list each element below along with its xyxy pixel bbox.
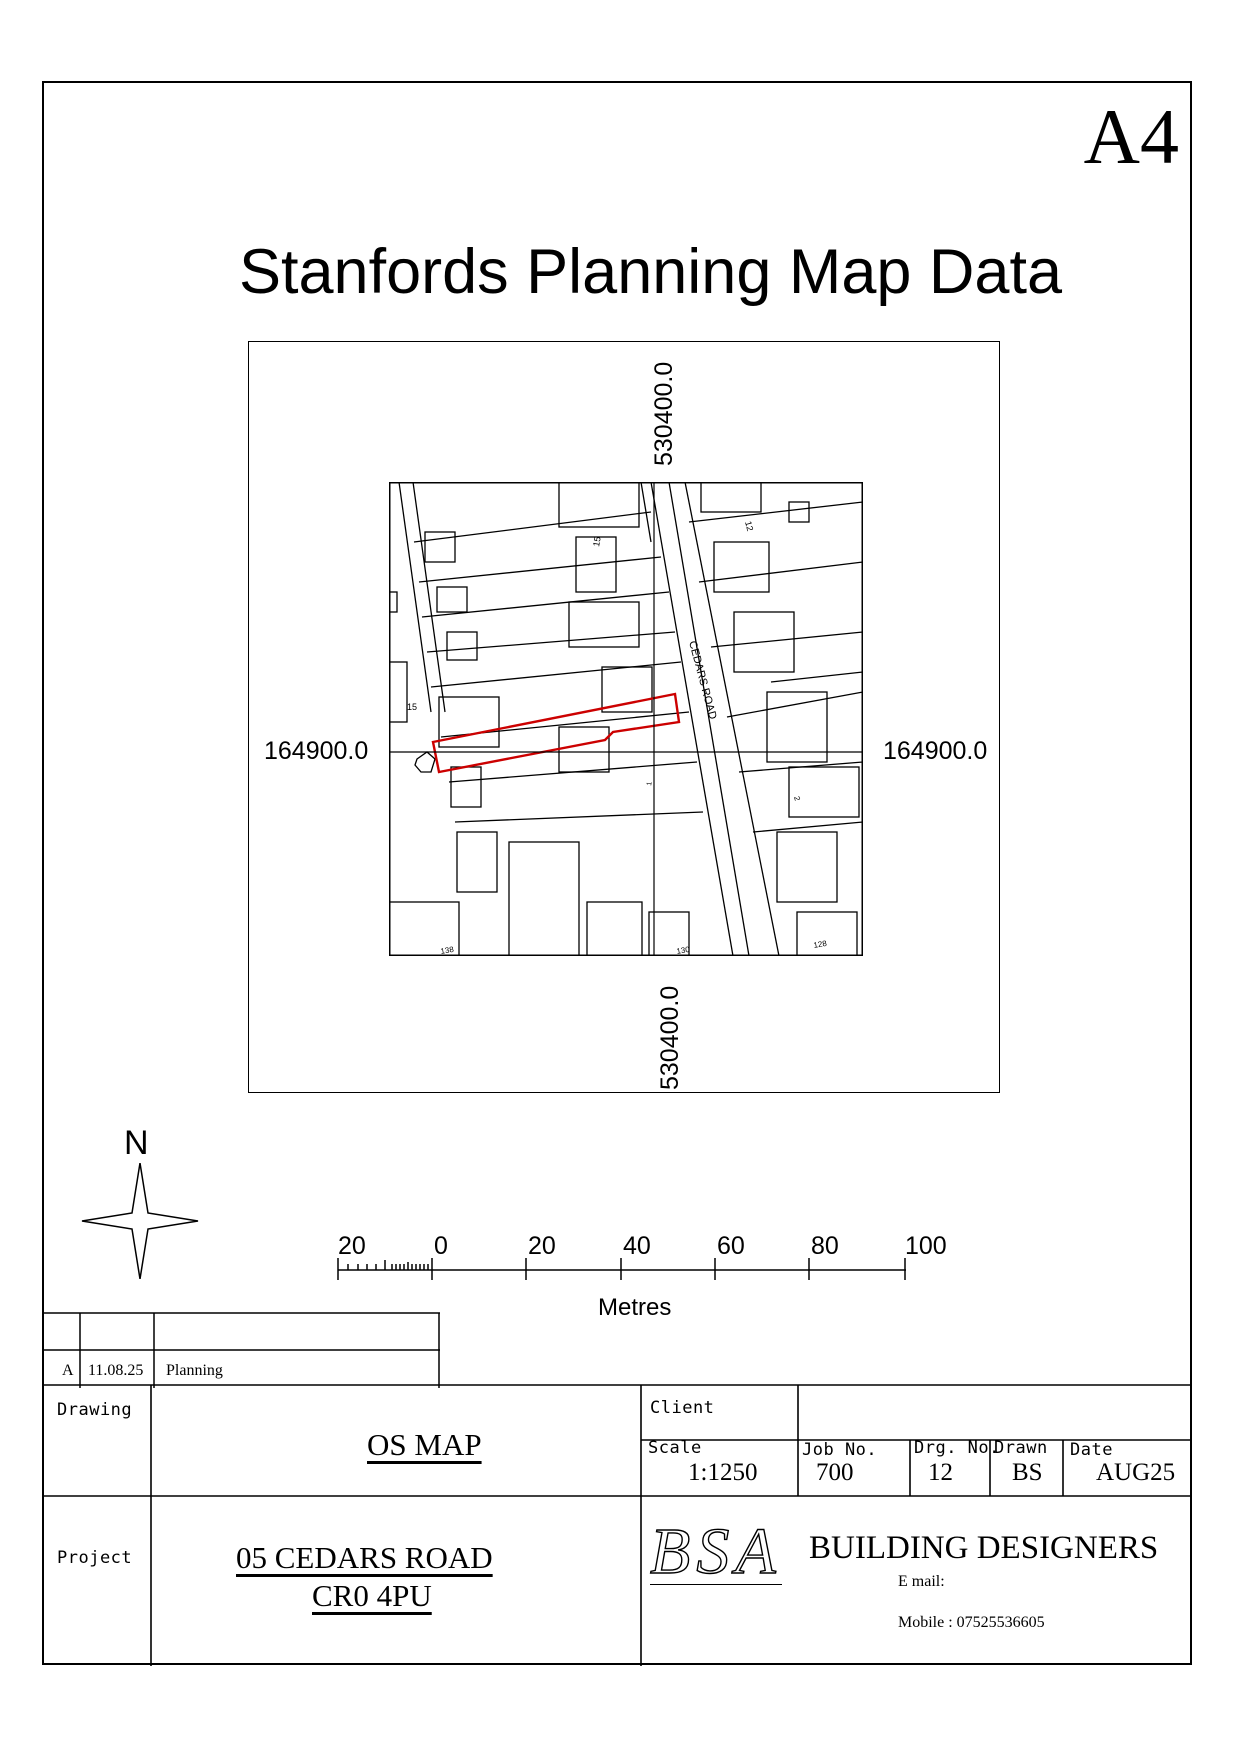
- north-arrow-icon: [80, 1163, 200, 1279]
- scale-tick-label: 80: [811, 1232, 839, 1260]
- email-label: E mail:: [898, 1573, 945, 1590]
- house-number: 138: [439, 944, 455, 956]
- drawing-title: OS MAP: [367, 1427, 482, 1462]
- scale-tick-label: 60: [717, 1232, 745, 1260]
- page-title: Stanfords Planning Map Data: [239, 237, 1062, 307]
- sheet-size-label: A4: [1083, 93, 1179, 180]
- scale-tick-label: 20: [528, 1232, 556, 1260]
- scale-tick-label: 40: [623, 1232, 651, 1260]
- drawing-label: Drawing: [57, 1400, 133, 1420]
- scale-bar-graphic: [336, 1256, 908, 1282]
- northing-left-label: 164900.0: [264, 737, 369, 765]
- revision-description: Planning: [166, 1362, 223, 1379]
- drawing-number-value: 12: [928, 1459, 953, 1486]
- scale-label: Scale: [648, 1438, 702, 1458]
- os-map: [389, 482, 863, 956]
- drawing-number-label: Drg. No.: [914, 1438, 1000, 1458]
- revision-date: 11.08.25: [88, 1362, 144, 1379]
- job-number-value: 700: [816, 1459, 854, 1486]
- house-number: 128: [812, 938, 828, 950]
- easting-bottom-label: 530400.0: [656, 985, 684, 1090]
- mobile-number: Mobile : 07525536605: [898, 1614, 1045, 1631]
- job-number-label: Job No.: [802, 1440, 878, 1460]
- house-number: 15: [591, 535, 603, 548]
- north-label: N: [124, 1124, 149, 1162]
- easting-top-label: 530400.0: [650, 361, 678, 466]
- company-name: BUILDING DESIGNERS: [809, 1530, 1159, 1566]
- scale-value: 1:1250: [688, 1459, 758, 1486]
- scale-tick-label: 100: [905, 1232, 947, 1260]
- project-address-line1: 05 CEDARS ROAD: [236, 1540, 493, 1575]
- house-number: 130: [675, 944, 691, 956]
- project-address-line2: CR0 4PU: [312, 1578, 432, 1613]
- drawn-by-label: Drawn: [994, 1438, 1048, 1458]
- scale-tick-label: 20: [338, 1232, 366, 1260]
- drawn-by-value: BS: [1012, 1459, 1043, 1486]
- date-label: Date: [1070, 1440, 1113, 1460]
- scale-tick-label: 0: [434, 1232, 448, 1260]
- northing-right-label: 164900.0: [883, 737, 988, 765]
- house-number: 1: [646, 781, 654, 787]
- house-number: 2: [792, 795, 802, 802]
- road-label: CEDARS ROAD: [686, 639, 719, 721]
- client-label: Client: [650, 1398, 715, 1418]
- house-number: 15: [407, 702, 418, 712]
- project-label: Project: [57, 1548, 133, 1568]
- revision-letter: A: [62, 1362, 74, 1379]
- house-number: 12: [743, 519, 756, 533]
- scale-unit-label: Metres: [598, 1294, 672, 1321]
- date-value: AUG25: [1096, 1459, 1176, 1486]
- company-logo: BSA: [650, 1515, 782, 1588]
